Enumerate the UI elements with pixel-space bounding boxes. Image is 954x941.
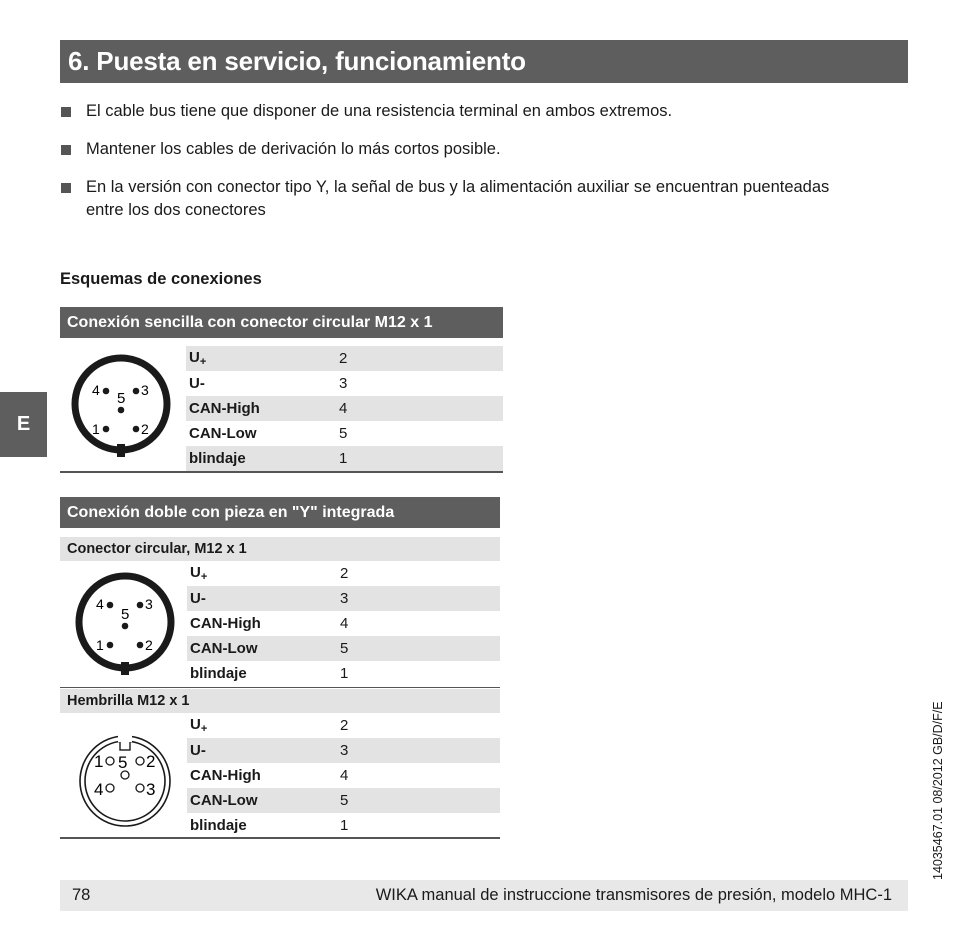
table-row xyxy=(186,396,503,421)
bullet-item xyxy=(60,138,900,161)
pin-label: 5 xyxy=(117,390,126,407)
pin-label: 3 xyxy=(145,596,153,612)
signal-cell: $U_+$ xyxy=(190,716,208,735)
table-row xyxy=(187,738,500,763)
table2-subheading-connector: Conector circular, M12 x 1 xyxy=(60,537,500,561)
pin-cell: 2 xyxy=(340,565,349,582)
table-row xyxy=(187,788,500,813)
signal-cell: $U_+$ xyxy=(190,564,208,583)
table-row xyxy=(187,813,500,838)
pin-cell: 2 xyxy=(340,717,349,734)
pin-label: 4 xyxy=(96,596,104,612)
table2-title: Conexión doble con pieza en "Y" integrada xyxy=(60,497,500,528)
document-code: 14035467.01 08/2012 GB/D/F/E xyxy=(931,701,945,880)
pin-cell: 5 xyxy=(339,425,348,442)
footer-text: WIKA manual de instruccione transmisores de presión, modelo MHC-1 xyxy=(375,886,892,904)
pin-label: 4 xyxy=(92,382,100,398)
pin-cell: 3 xyxy=(339,375,348,392)
bullet-list xyxy=(60,100,900,237)
pin-cell: 4 xyxy=(339,400,348,417)
table-row xyxy=(187,661,500,686)
signal-cell: CAN-Low xyxy=(190,792,258,809)
page-title: 6. Puesta en servicio, funcionamiento xyxy=(60,40,908,83)
pin-cell: 2 xyxy=(339,350,348,367)
table-row xyxy=(186,421,503,446)
signal-cell: blindaje xyxy=(190,817,247,834)
pin-label: 3 xyxy=(141,382,149,398)
table-row xyxy=(187,636,500,661)
female-socket-diagram xyxy=(72,731,178,831)
table-row xyxy=(187,713,500,738)
pin-cell: 4 xyxy=(340,767,349,784)
table-row xyxy=(187,561,500,586)
pin-label: 3 xyxy=(146,780,156,799)
bullet-item xyxy=(60,176,846,222)
male-connector-diagram xyxy=(66,352,176,462)
signal-cell: blindaje xyxy=(189,450,246,467)
bullet-text: El cable bus tiene que disponer de una resistencia terminal en ambos extremos. xyxy=(86,102,673,120)
table1-pin-table xyxy=(186,346,503,471)
pin-cell: 4 xyxy=(340,615,349,632)
table-row xyxy=(187,611,500,636)
signal-cell: CAN-High xyxy=(190,767,261,784)
page-footer xyxy=(60,880,908,911)
signal-cell: CAN-High xyxy=(189,400,260,417)
pin-label: 5 xyxy=(118,753,128,772)
table-row xyxy=(186,346,503,371)
pin-label: 2 xyxy=(145,637,153,653)
pin-label: 2 xyxy=(141,421,149,437)
table2-connector-pin-table xyxy=(187,561,500,686)
table2-bottom-rule xyxy=(60,837,500,839)
pin-label: 1 xyxy=(94,752,104,771)
diagrams-heading: Esquemas de conexiones xyxy=(60,270,262,288)
bullet-text: Mantener los cables de derivación lo más cortos posible. xyxy=(86,140,501,158)
table1-bottom-rule xyxy=(60,471,503,473)
bullet-item xyxy=(60,100,900,123)
signal-cell: U- xyxy=(189,375,205,392)
bullet-square-icon xyxy=(61,145,71,155)
table-row xyxy=(187,763,500,788)
pin-cell: 5 xyxy=(340,792,349,809)
signal-cell: CAN-High xyxy=(190,615,261,632)
table1-title: Conexión sencilla con conector circular M12 x 1 xyxy=(60,307,503,338)
pin-cell: 1 xyxy=(340,817,349,834)
table2-subheading-socket: Hembrilla M12 x 1 xyxy=(60,689,500,713)
language-tab: E xyxy=(0,392,47,457)
pin-label: 1 xyxy=(92,421,100,437)
pin-label: 5 xyxy=(121,606,130,623)
signal-cell: U- xyxy=(190,590,206,607)
pin-cell: 3 xyxy=(340,590,349,607)
bullet-square-icon xyxy=(61,183,71,193)
signal-cell: U- xyxy=(190,742,206,759)
table2-divider xyxy=(60,687,500,688)
bullet-text: En la versión con conector tipo Y, la señal de bus y la alimentación auxiliar se encuentran puenteadas entre los dos conectores xyxy=(86,178,830,219)
pin-cell: 3 xyxy=(340,742,349,759)
pin-cell: 5 xyxy=(340,640,349,657)
table2-socket-pin-table xyxy=(187,713,500,838)
signal-cell: CAN-Low xyxy=(190,640,258,657)
pin-cell: 1 xyxy=(340,665,349,682)
table-row xyxy=(186,371,503,396)
pin-label: 4 xyxy=(94,780,104,799)
pin-cell: 1 xyxy=(339,450,348,467)
table-row xyxy=(186,446,503,471)
signal-cell: CAN-Low xyxy=(189,425,257,442)
pin-label: 1 xyxy=(96,637,104,653)
signal-cell: blindaje xyxy=(190,665,247,682)
pin-label: 2 xyxy=(146,752,156,771)
table-row xyxy=(187,586,500,611)
bullet-square-icon xyxy=(61,107,71,117)
signal-cell: $U_+$ xyxy=(189,349,207,368)
male-connector-diagram xyxy=(70,568,180,678)
page-number: 78 xyxy=(72,886,91,904)
